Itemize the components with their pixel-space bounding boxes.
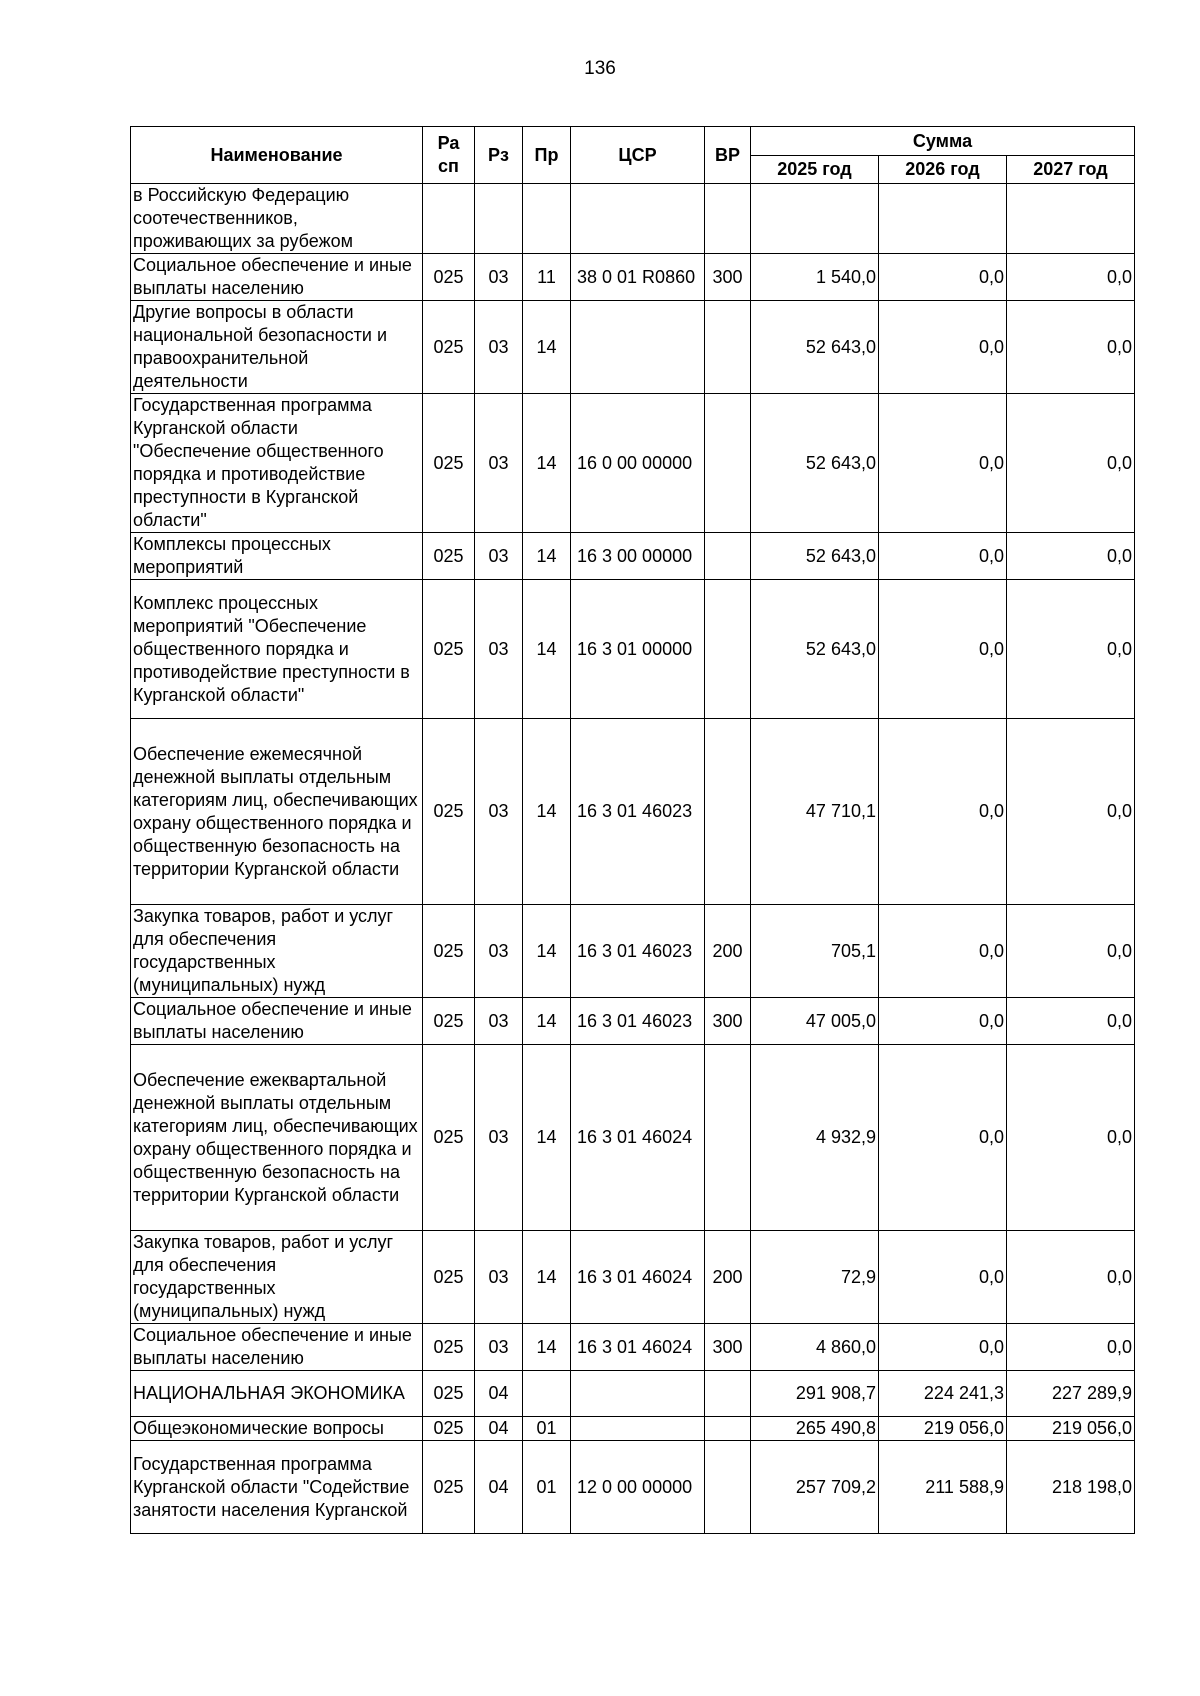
header-year-2026: 2026 год	[879, 156, 1007, 184]
header-csr: ЦСР	[571, 127, 705, 184]
cell-2027: 0,0	[1007, 533, 1135, 580]
table-row	[131, 998, 1135, 1045]
cell-2027: 0,0	[1007, 301, 1135, 394]
cell-2027: 0,0	[1007, 998, 1135, 1045]
cell-vr	[705, 1045, 751, 1231]
cell-2026	[879, 184, 1007, 254]
header-year-2025: 2025 год	[751, 156, 879, 184]
cell-name: в Российскую Федерацию соотечественников, проживающих за рубежом	[131, 184, 423, 254]
cell-2026: 224 241,3	[879, 1371, 1007, 1417]
cell-vr	[705, 1441, 751, 1534]
header-rasp: Ра сп	[423, 127, 475, 184]
cell-csr: 38 0 01 R0860	[571, 254, 705, 301]
cell-name: Социальное обеспечение и иные выплаты населению	[131, 254, 423, 301]
cell-pr	[523, 1371, 571, 1417]
cell-2026: 0,0	[879, 254, 1007, 301]
cell-2027: 219 056,0	[1007, 1417, 1135, 1441]
header-name: Наименование	[131, 127, 423, 184]
table-row	[131, 1441, 1135, 1534]
cell-2027: 0,0	[1007, 394, 1135, 533]
cell-csr: 16 0 00 00000	[571, 394, 705, 533]
cell-name: Комплекс процессных мероприятий "Обеспечение общественного порядка и противодействие преступности в Курганской области"	[131, 580, 423, 719]
cell-name: Общеэкономические вопросы	[131, 1417, 423, 1441]
cell-name: Государственная программа Курганской области "Содействие занятости населения Курганской	[131, 1441, 423, 1534]
cell-2026: 0,0	[879, 719, 1007, 905]
table-row	[131, 254, 1135, 301]
cell-2026: 0,0	[879, 1045, 1007, 1231]
table-row	[131, 719, 1135, 905]
cell-name: Закупка товаров, работ и услуг для обеспечения государственных (муниципальных) нужд	[131, 905, 423, 998]
cell-name: Другие вопросы в области национальной безопасности и правоохранительной деятельности	[131, 301, 423, 394]
cell-rz: 03	[475, 533, 523, 580]
header-pr: Пр	[523, 127, 571, 184]
cell-rasp: 025	[423, 1441, 475, 1534]
cell-vr	[705, 580, 751, 719]
cell-2027: 0,0	[1007, 1045, 1135, 1231]
cell-2025: 52 643,0	[751, 301, 879, 394]
table-row	[131, 184, 1135, 254]
cell-pr: 14	[523, 533, 571, 580]
cell-2027: 0,0	[1007, 905, 1135, 998]
table-row	[131, 1231, 1135, 1324]
cell-csr: 16 3 01 46023	[571, 719, 705, 905]
cell-2026: 0,0	[879, 998, 1007, 1045]
cell-rasp: 025	[423, 580, 475, 719]
table-row	[131, 1324, 1135, 1371]
table-row	[131, 580, 1135, 719]
cell-rz: 03	[475, 1324, 523, 1371]
header-year-2027: 2027 год	[1007, 156, 1135, 184]
cell-rz: 04	[475, 1417, 523, 1441]
cell-rz: 03	[475, 580, 523, 719]
cell-vr: 300	[705, 998, 751, 1045]
cell-pr: 14	[523, 1324, 571, 1371]
cell-pr	[523, 184, 571, 254]
cell-name: Обеспечение ежемесячной денежной выплаты отдельным категориям лиц, обеспечивающих охрану общественного порядка и общественную безопасность на территории Курганской области	[131, 719, 423, 905]
cell-name: Закупка товаров, работ и услуг для обеспечения государственных (муниципальных) нужд	[131, 1231, 423, 1324]
cell-2025: 72,9	[751, 1231, 879, 1324]
cell-csr	[571, 301, 705, 394]
cell-name: Социальное обеспечение и иные выплаты населению	[131, 1324, 423, 1371]
cell-2025: 1 540,0	[751, 254, 879, 301]
cell-vr	[705, 184, 751, 254]
header-rz: Рз	[475, 127, 523, 184]
cell-name: Государственная программа Курганской области "Обеспечение общественного порядка и противодействие преступности в Курганской области"	[131, 394, 423, 533]
cell-csr: 16 3 01 46023	[571, 905, 705, 998]
cell-rasp: 025	[423, 533, 475, 580]
cell-2027: 227 289,9	[1007, 1371, 1135, 1417]
cell-csr	[571, 184, 705, 254]
cell-rz: 03	[475, 719, 523, 905]
cell-2026: 0,0	[879, 533, 1007, 580]
cell-pr: 01	[523, 1441, 571, 1534]
cell-2025: 4 932,9	[751, 1045, 879, 1231]
cell-name: НАЦИОНАЛЬНАЯ ЭКОНОМИКА	[131, 1371, 423, 1417]
cell-pr: 14	[523, 905, 571, 998]
budget-table	[130, 126, 1135, 1534]
cell-rasp: 025	[423, 1324, 475, 1371]
cell-vr: 300	[705, 1324, 751, 1371]
cell-rasp: 025	[423, 719, 475, 905]
cell-csr	[571, 1417, 705, 1441]
cell-csr	[571, 1371, 705, 1417]
cell-2025: 265 490,8	[751, 1417, 879, 1441]
page-number: 136	[584, 58, 616, 79]
cell-2027: 218 198,0	[1007, 1441, 1135, 1534]
cell-csr: 16 3 01 46024	[571, 1231, 705, 1324]
cell-pr: 11	[523, 254, 571, 301]
cell-2027: 0,0	[1007, 1324, 1135, 1371]
cell-pr: 14	[523, 301, 571, 394]
cell-rasp: 025	[423, 1417, 475, 1441]
cell-rz: 03	[475, 998, 523, 1045]
cell-csr: 16 3 00 00000	[571, 533, 705, 580]
cell-rz: 04	[475, 1441, 523, 1534]
table-header	[131, 127, 1135, 184]
cell-rz: 03	[475, 1045, 523, 1231]
cell-vr	[705, 1417, 751, 1441]
header-sum: Сумма	[751, 127, 1135, 156]
cell-rz: 03	[475, 905, 523, 998]
cell-vr: 200	[705, 905, 751, 998]
cell-rasp: 025	[423, 394, 475, 533]
cell-vr	[705, 394, 751, 533]
cell-vr	[705, 533, 751, 580]
cell-pr: 14	[523, 1231, 571, 1324]
cell-rasp: 025	[423, 905, 475, 998]
cell-2026: 0,0	[879, 1231, 1007, 1324]
cell-2027	[1007, 184, 1135, 254]
cell-csr: 16 3 01 00000	[571, 580, 705, 719]
cell-rasp: 025	[423, 1231, 475, 1324]
cell-2027: 0,0	[1007, 719, 1135, 905]
cell-2026: 0,0	[879, 394, 1007, 533]
header-vr: ВР	[705, 127, 751, 184]
cell-rasp: 025	[423, 1045, 475, 1231]
cell-rz: 03	[475, 394, 523, 533]
cell-rasp: 025	[423, 254, 475, 301]
cell-name: Комплексы процессных мероприятий	[131, 533, 423, 580]
cell-2026: 219 056,0	[879, 1417, 1007, 1441]
cell-2025: 47 710,1	[751, 719, 879, 905]
cell-csr: 16 3 01 46024	[571, 1324, 705, 1371]
cell-pr: 14	[523, 1045, 571, 1231]
cell-pr: 01	[523, 1417, 571, 1441]
cell-csr: 12 0 00 00000	[571, 1441, 705, 1534]
cell-pr: 14	[523, 998, 571, 1045]
cell-2025: 705,1	[751, 905, 879, 998]
cell-rz: 03	[475, 301, 523, 394]
cell-2027: 0,0	[1007, 1231, 1135, 1324]
table-row	[131, 533, 1135, 580]
cell-rasp: 025	[423, 301, 475, 394]
cell-pr: 14	[523, 719, 571, 905]
cell-2025: 291 908,7	[751, 1371, 879, 1417]
cell-2025	[751, 184, 879, 254]
table-row	[131, 1371, 1135, 1417]
cell-vr: 300	[705, 254, 751, 301]
table-row	[131, 301, 1135, 394]
cell-2027: 0,0	[1007, 254, 1135, 301]
cell-2025: 52 643,0	[751, 533, 879, 580]
cell-name: Социальное обеспечение и иные выплаты населению	[131, 998, 423, 1045]
cell-2026: 0,0	[879, 580, 1007, 719]
cell-csr: 16 3 01 46024	[571, 1045, 705, 1231]
cell-rz: 04	[475, 1371, 523, 1417]
cell-2025: 52 643,0	[751, 394, 879, 533]
cell-2027: 0,0	[1007, 580, 1135, 719]
cell-2026: 211 588,9	[879, 1441, 1007, 1534]
cell-vr	[705, 301, 751, 394]
cell-2025: 4 860,0	[751, 1324, 879, 1371]
cell-rz: 03	[475, 254, 523, 301]
cell-rasp	[423, 184, 475, 254]
cell-2025: 52 643,0	[751, 580, 879, 719]
cell-2026: 0,0	[879, 905, 1007, 998]
cell-2026: 0,0	[879, 1324, 1007, 1371]
cell-rz	[475, 184, 523, 254]
cell-vr: 200	[705, 1231, 751, 1324]
table-row	[131, 394, 1135, 533]
cell-vr	[705, 1371, 751, 1417]
cell-pr: 14	[523, 394, 571, 533]
cell-2026: 0,0	[879, 301, 1007, 394]
cell-csr: 16 3 01 46023	[571, 998, 705, 1045]
cell-rz: 03	[475, 1231, 523, 1324]
table-row	[131, 905, 1135, 998]
cell-name: Обеспечение ежеквартальной денежной выплаты отдельным категориям лиц, обеспечивающих охрану общественного порядка и общественную безопасность на территории Курганской области	[131, 1045, 423, 1231]
cell-2025: 257 709,2	[751, 1441, 879, 1534]
table-body	[131, 184, 1135, 1534]
cell-pr: 14	[523, 580, 571, 719]
table-row	[131, 1045, 1135, 1231]
cell-rasp: 025	[423, 998, 475, 1045]
cell-rasp: 025	[423, 1371, 475, 1417]
cell-vr	[705, 719, 751, 905]
table-row	[131, 1417, 1135, 1441]
cell-2025: 47 005,0	[751, 998, 879, 1045]
